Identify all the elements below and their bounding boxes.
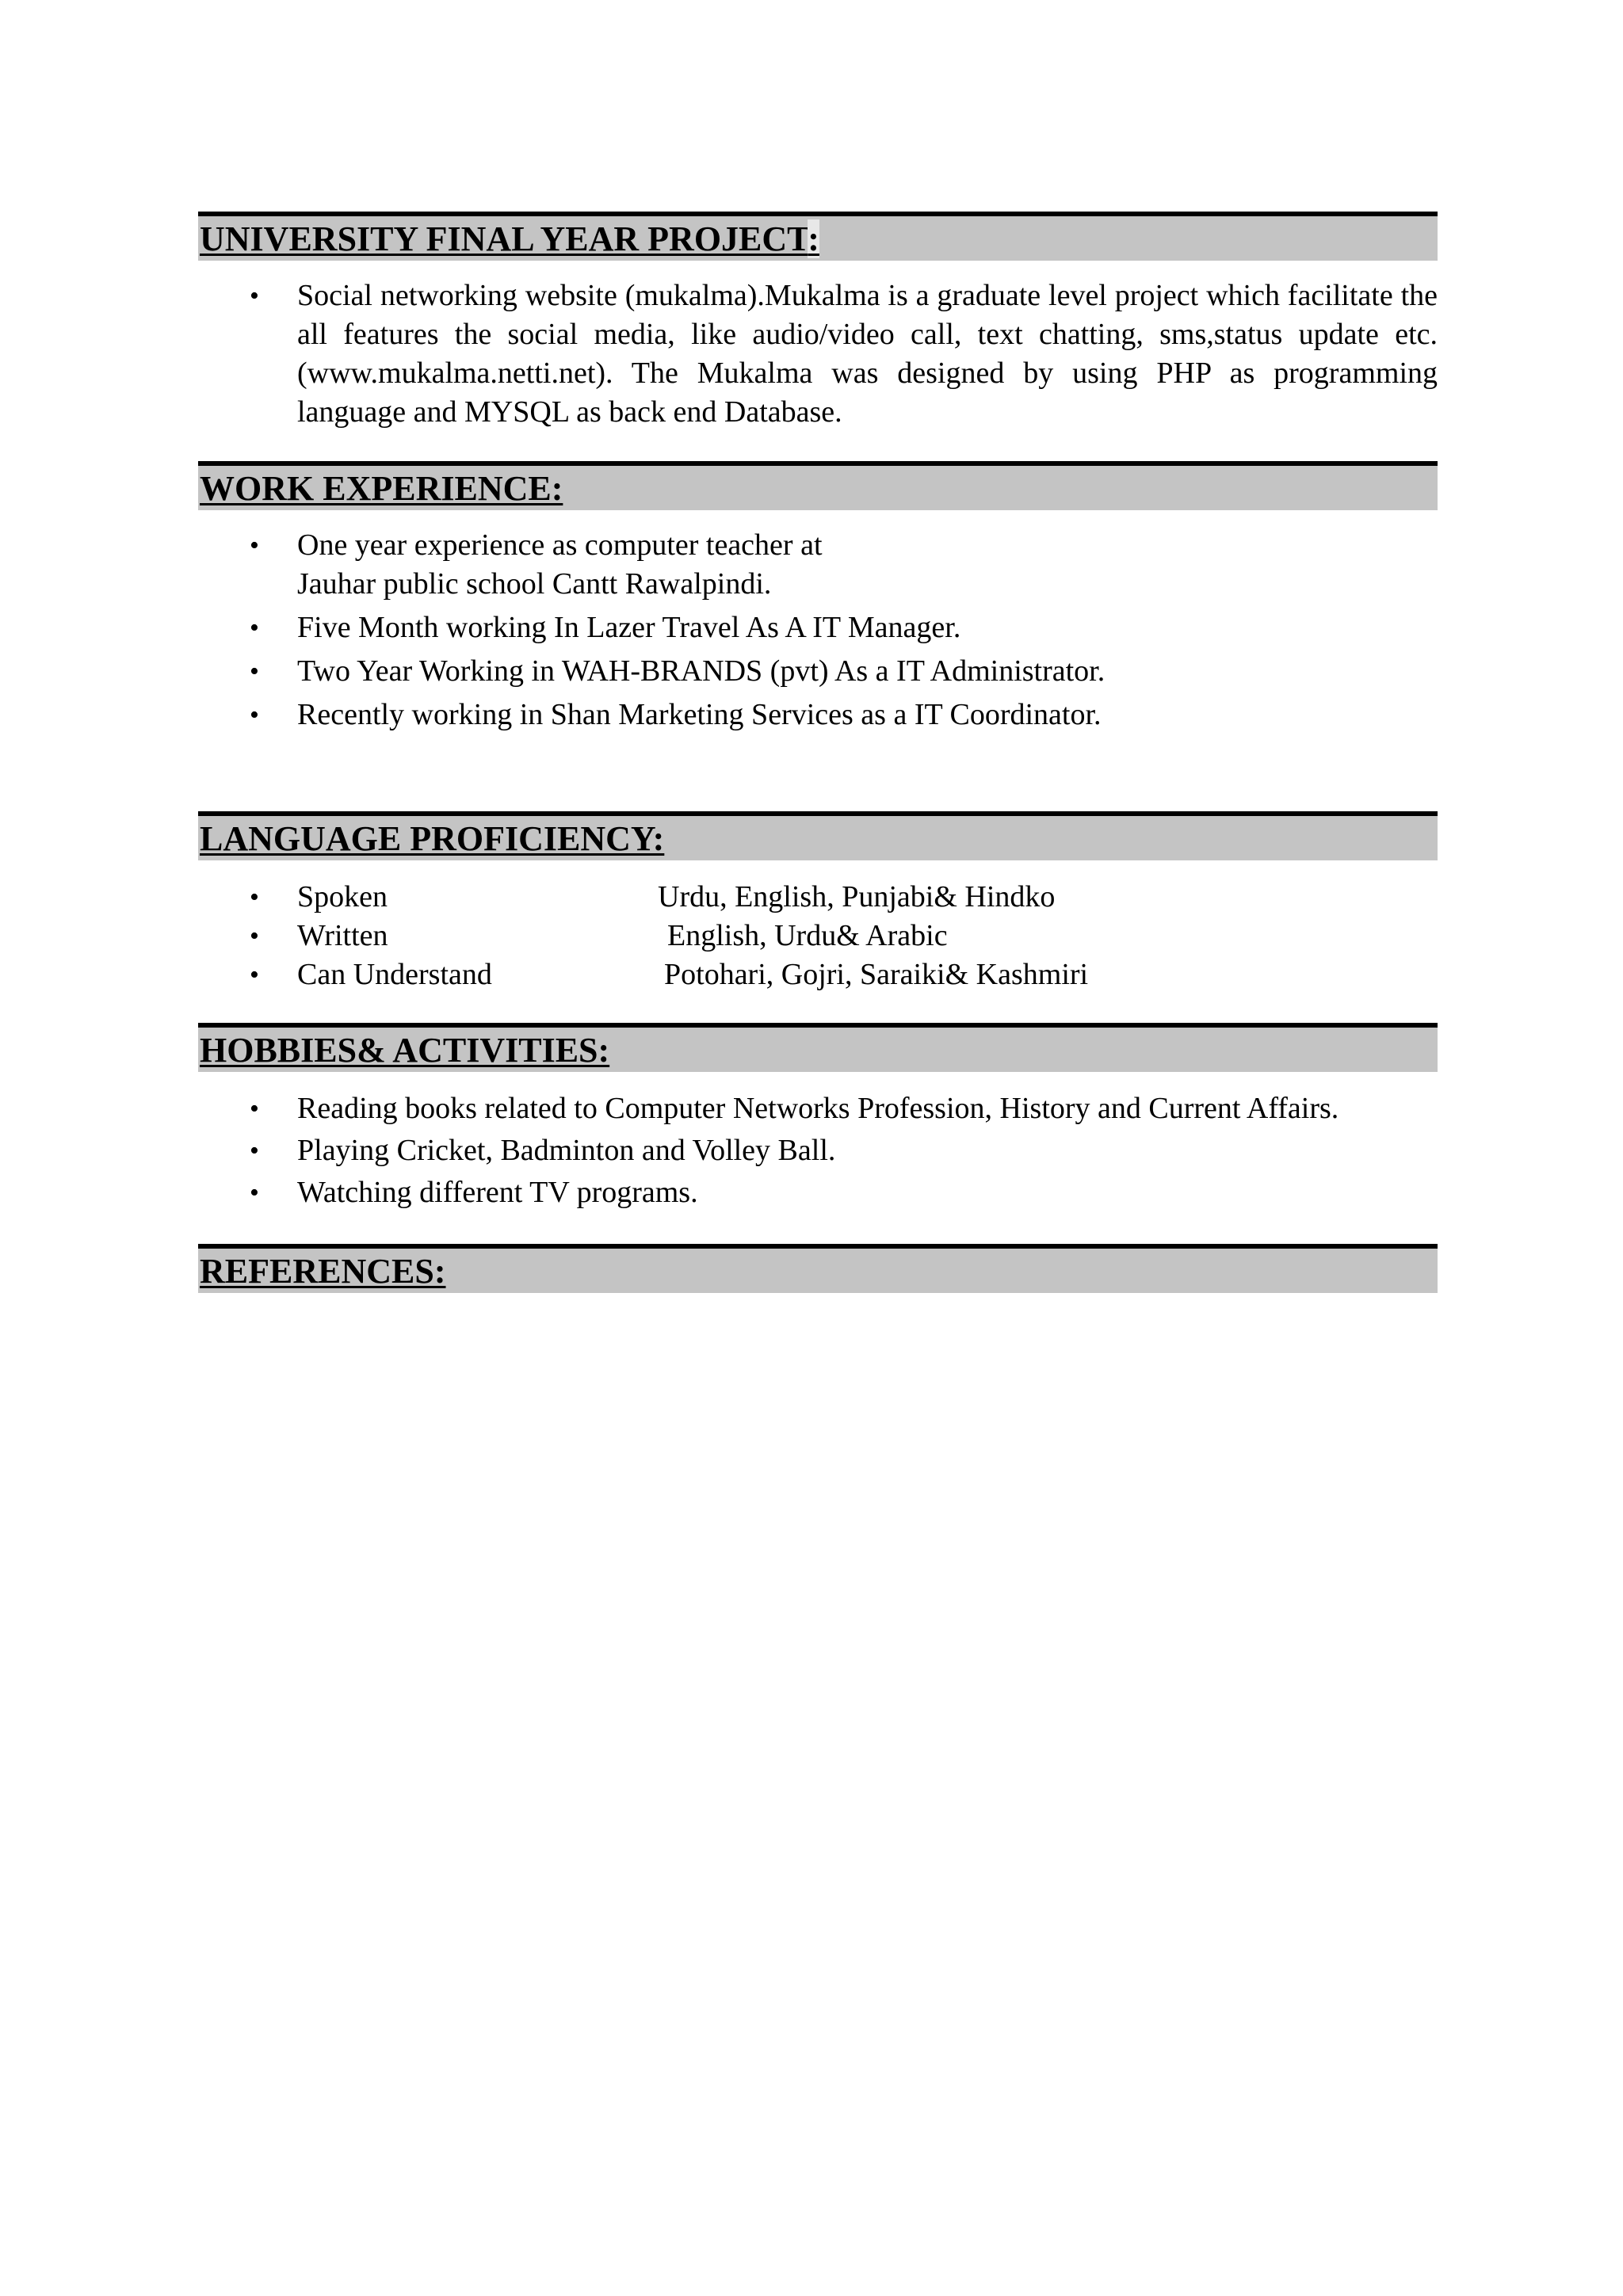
list-item	[198, 955, 1438, 994]
work-list	[198, 526, 1438, 734]
bullet-icon: •	[250, 960, 259, 990]
project-list	[198, 277, 1438, 432]
list-item	[198, 1173, 1438, 1212]
language-value-written: English, Urdu& Arabic	[667, 919, 948, 952]
section-heading-work-text: WORK EXPERIENCE:	[200, 469, 563, 508]
hobby-item-2: Playing Cricket, Badminton and Volley Ball.	[297, 1134, 836, 1167]
section-heading-references	[198, 1244, 1438, 1293]
section-heading-work	[198, 461, 1438, 510]
section-heading-project-colon: :	[808, 219, 819, 258]
bullet-icon: •	[250, 921, 259, 951]
language-label-written: Written	[297, 919, 388, 952]
work-item-1-line-1: One year experience as computer teacher at	[297, 528, 823, 562]
bullet-icon: •	[250, 1094, 259, 1123]
list-item	[198, 878, 1438, 917]
work-item-4: Recently working in Shan Marketing Services as a IT Coordinator.	[297, 698, 1102, 731]
section-heading-hobbies	[198, 1023, 1438, 1072]
language-value-understand: Potohari, Gojri, Saraiki& Kashmiri	[664, 958, 1089, 991]
hobbies-list	[198, 1089, 1438, 1212]
section-heading-hobbies-text: HOBBIES& ACTIVITIES:	[200, 1031, 610, 1070]
list-item	[198, 526, 1438, 604]
bullet-icon: •	[250, 700, 259, 730]
bullet-icon: •	[250, 613, 259, 643]
section-heading-project	[198, 212, 1438, 261]
list-item	[198, 1089, 1438, 1128]
section-heading-project-text: UNIVERSITY FINAL YEAR PROJECT	[200, 219, 808, 258]
work-item-2: Five Month working In Lazer Travel As A IT Manager.	[297, 611, 961, 644]
list-item	[198, 608, 1438, 647]
list-item	[198, 696, 1438, 734]
bullet-icon: •	[250, 883, 259, 912]
bullet-icon: •	[250, 281, 259, 311]
section-heading-language-text: LANGUAGE PROFICIENCY:	[200, 819, 665, 858]
list-item	[198, 277, 1438, 432]
bullet-icon: •	[250, 1178, 259, 1207]
work-item-1-line-2: Jauhar public school Cantt Rawalpindi.	[297, 567, 772, 601]
bullet-icon: •	[250, 531, 259, 560]
language-label-spoken: Spoken	[297, 880, 388, 913]
language-value-spoken: Urdu, English, Punjabi& Hindko	[658, 880, 1056, 913]
language-list	[198, 878, 1438, 994]
hobby-item-1: Reading books related to Computer Networks Profession, History and Current Affairs.	[297, 1092, 1339, 1125]
language-label-understand: Can Understand	[297, 958, 492, 991]
resume-page	[198, 212, 1438, 1293]
bullet-icon: •	[250, 657, 259, 686]
section-heading-language	[198, 811, 1438, 860]
list-item	[198, 652, 1438, 691]
bullet-icon: •	[250, 1136, 259, 1165]
hobby-item-3: Watching different TV programs.	[297, 1176, 698, 1209]
list-item	[198, 917, 1438, 955]
project-description: Social networking website (mukalma).Mukalma is a graduate level project which facilitate the all features the social media, like audio/video call, text chatting, sms,status update etc.(www.mukalma.netti.net). The Mukalma was designed by using PHP as programming language and MYSQL as back end Database.	[297, 279, 1438, 429]
section-heading-references-text: REFERENCES:	[200, 1252, 446, 1291]
list-item	[198, 1131, 1438, 1170]
work-item-3: Two Year Working in WAH-BRANDS (pvt) As a IT Administrator.	[297, 654, 1106, 688]
